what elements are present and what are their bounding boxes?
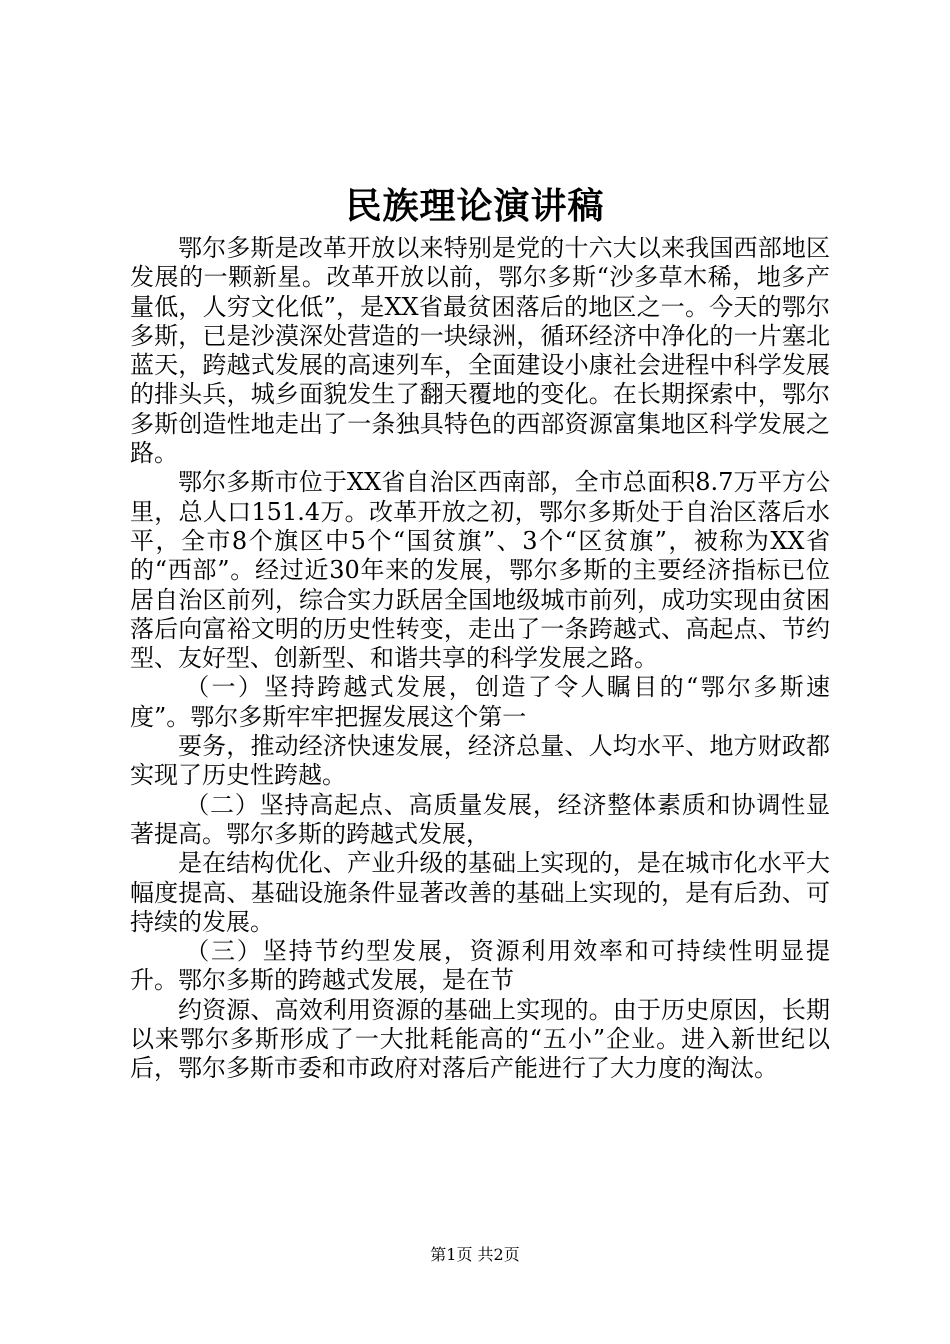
document-title: 民族理论演讲稿 xyxy=(345,185,605,227)
paragraph-section-2-heading: （二）坚持高起点、高质量发展，经济整体素质和协调性显著提高。鄂尔多斯的跨越式发展， xyxy=(130,790,830,848)
paragraph-section-3-heading: （三）坚持节约型发展，资源利用效率和可持续性明显提升。鄂尔多斯的跨越式发展，是在节 xyxy=(130,937,830,995)
paragraph-section-3-body: 约资源、高效利用资源的基础上实现的。由于历史原因，长期以来鄂尔多斯形成了一大批耗能高的“五小”企业。进入新世纪以后，鄂尔多斯市委和市政府对落后产能进行了大力度的淘汰。 xyxy=(130,995,830,1083)
paragraph-overview: 鄂尔多斯市位于XX省自治区西南部，全市总面积8.7万平方公里，总人口151.4万。改革开放之初，鄂尔多斯处于自治区落后水平，全市8个旗区中5个“国贫旗”、3个“区贫旗”，被称为XX省的“西部”。经过近30年来的发展，鄂尔多斯的主要经济指标已位居自治区前列，综合实力跃居全国地级城市前列，成功实现由贫困落后向富裕文明的历史性转变，走出了一条跨越式、高起点、节约型、友好型、创新型、和谐共享的科学发展之路。 xyxy=(130,468,830,673)
paragraph-section-1-body: 要务，推动经济快速发展，经济总量、人均水平、地方财政都实现了历史性跨越。 xyxy=(130,732,830,790)
document-body xyxy=(130,234,830,1084)
paragraph-intro: 鄂尔多斯是改革开放以来特别是党的十六大以来我国西部地区发展的一颗新星。改革开放以前，鄂尔多斯“沙多草木稀，地多产量低，人穷文化低”，是XX省最贫困落后的地区之一。今天的鄂尔多斯，已是沙漠深处营造的一块绿洲，循环经济中净化的一片塞北蓝天，跨越式发展的高速列车，全面建设小康社会进程中科学发展的排头兵，城乡面貌发生了翻天覆地的变化。在长期探索中，鄂尔多斯创造性地走出了一条独具特色的西部资源富集地区科学发展之路。 xyxy=(130,234,830,468)
page-footer: 第1页 共2页 xyxy=(430,1245,520,1264)
paragraph-section-1-heading: （一）坚持跨越式发展，创造了令人瞩目的“鄂尔多斯速度”。鄂尔多斯牢牢把握发展这个第一 xyxy=(130,673,830,731)
paragraph-section-2-body: 是在结构优化、产业升级的基础上实现的，是在城市化水平大幅度提高、基础设施条件显著改善的基础上实现的，是有后劲、可持续的发展。 xyxy=(130,849,830,936)
